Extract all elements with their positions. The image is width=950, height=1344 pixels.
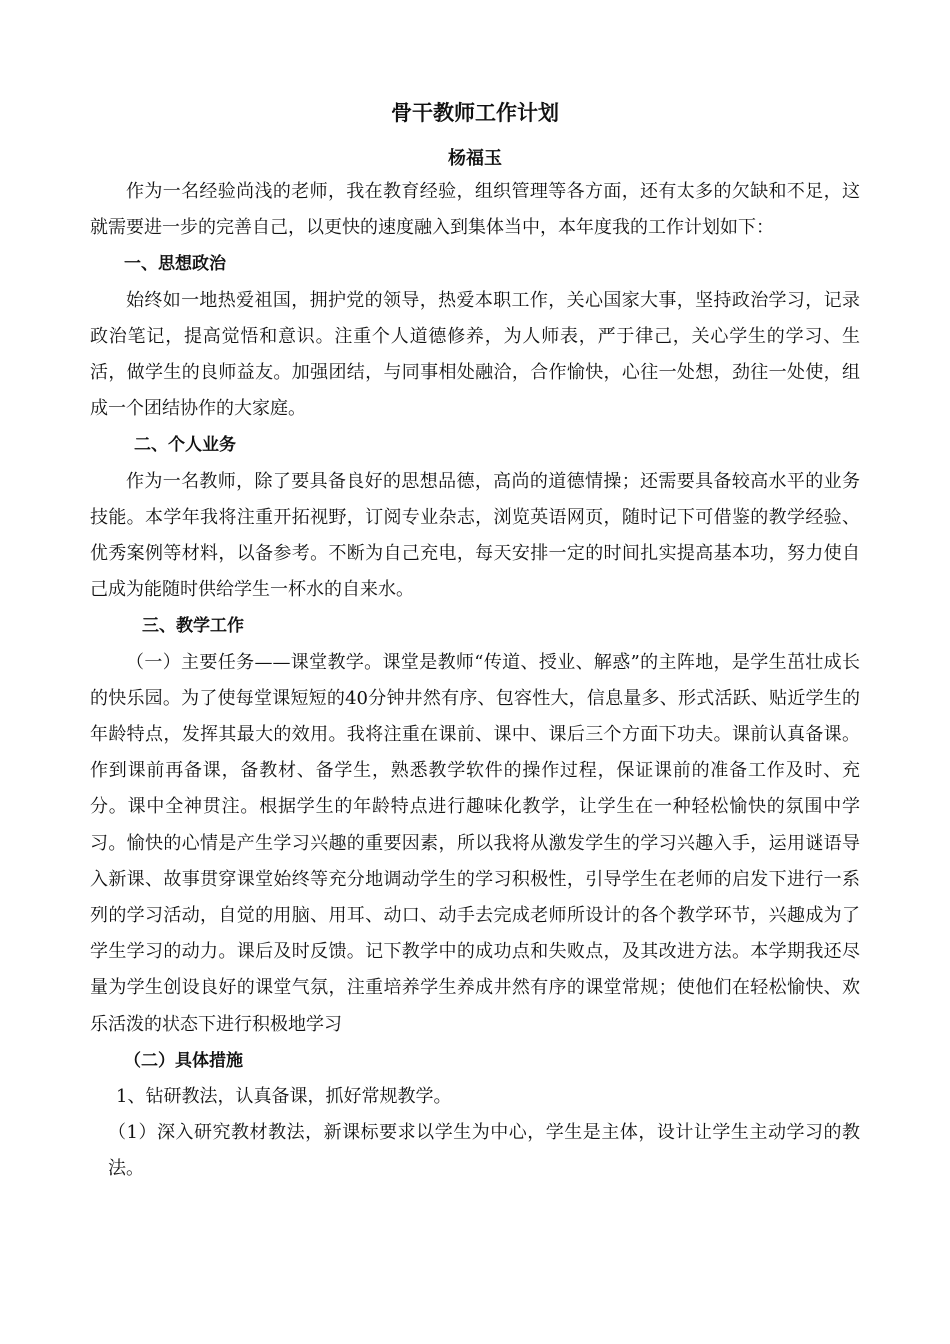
list-item-1-1: （1）深入研究教材教法，新课标要求以学生为中心，学生是主体，设计让学生主动学习的教法。	[108, 1122, 860, 1180]
document-author: 杨福玉	[448, 148, 502, 169]
section-body-politics: 始终如一地热爱祖国，拥护党的领导，热爱本职工作，关心国家大事，坚持政治学习，记录政治笔记，提高觉悟和意识。注重个人道德修养，为人师表，严于律己，关心学生的学习、生活，做学生的良师益友。加强团结，与同事相处融洽，合作愉快，心往一处想，劲往一处使，组成一个团结协作的大家庭。	[90, 289, 860, 420]
section-heading-professional: 二、个人业务	[134, 435, 236, 456]
section-heading-politics: 一、思想政治	[124, 254, 226, 275]
list-item-1: 1、钻研教法，认真备课，抓好常规教学。	[116, 1086, 452, 1108]
document-body	[90, 174, 860, 1188]
document-title: 骨干教师工作计划	[391, 101, 559, 125]
section-body-professional: 作为一名教师，除了要具备良好的思想品德，高尚的道德情操；还需要具备较高水平的业务技能。本学年我将注重开拓视野，订阅专业杂志，浏览英语网页，随时记下可借鉴的教学经验、优秀案例等材料，以备参考。不断为自己充电，每天安排一定的时间扎实提高基本功，努力使自己成为能随时供给学生一杯水的自来水。	[90, 470, 860, 601]
intro-paragraph: 作为一名经验尚浅的老师，我在教育经验，组织管理等各方面，还有太多的欠缺和不足，这就需要进一步的完善自己，以更快的速度融入到集体当中，本年度我的工作计划如下：	[90, 181, 860, 239]
section-body-teaching: （一）主要任务——课堂教学。课堂是教师“传道、授业、解惑”的主阵地，是学生茁壮成长的快乐园。为了使每堂课短短的40分钟井然有序、包容性大，信息量多、形式活跃、贴近学生的年龄特点，发挥其最大的效用。我将注重在课前、课中、课后三个方面下功夫。课前认真备课。作到课前再备课，备教材、备学生，熟悉教学软件的操作过程，保证课前的准备工作及时、充分。课中全神贯注。根据学生的年龄特点进行趣味化教学，让学生在一种轻松愉快的氛围中学习。愉快的心情是产生学习兴趣的重要因素，所以我将从激发学生的学习兴趣入手，运用谜语导入新课、故事贯穿课堂始终等充分地调动学生的学习积极性，引导学生在老师的启发下进行一系列的学习活动，自觉的用脑、用耳、动口、动手去完成老师所设计的各个教学环节，兴趣成为了学生学习的动力。课后及时反馈。记下教学中的成功点和失败点，及其改进方法。本学期我还尽量为学生创设良好的课堂气氛，注重培养学生养成井然有序的课堂常规；使他们在轻松愉快、欢乐活泼的状态下进行积极地学习	[90, 651, 860, 1035]
section-heading-teaching: 三、教学工作	[142, 616, 244, 637]
subsection-heading-measures: （二）具体措施	[124, 1050, 243, 1071]
